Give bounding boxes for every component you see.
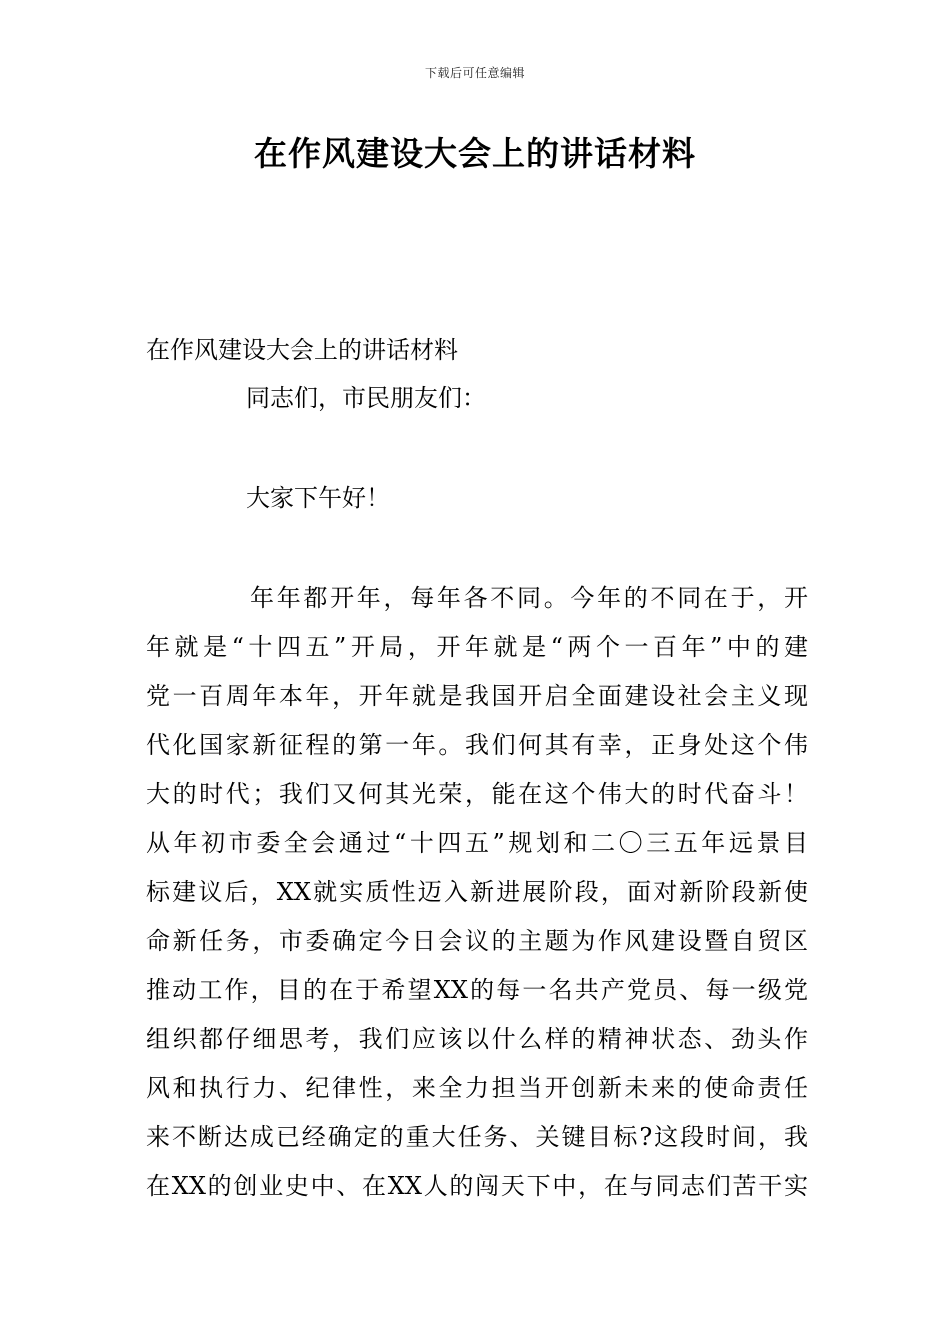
- page-header-note: 下载后可任意编辑: [424, 66, 525, 80]
- paragraph-line: 命新任务，市委确定今日会议的主题为作风建设暨自贸区: [146, 927, 808, 955]
- paragraph-line: 组织都仔细思考，我们应该以什么样的精神状态、劲头作: [146, 1025, 808, 1053]
- paragraph-line: 年年都开年，每年各不同。今年的不同在于，开: [250, 584, 808, 612]
- paragraph-line: 推动工作，目的在于希望XX的每一名共产党员、每一级党: [146, 976, 808, 1004]
- paragraph-line: 从年初市委全会通过“十四五”规划和二〇三五年远景目: [146, 829, 808, 857]
- paragraph-line: 来不断达成已经确定的重大任务、关键目标?这段时间，我: [146, 1123, 808, 1151]
- paragraph-line: 风和执行力、纪律性，来全力担当开创新未来的使命责任: [146, 1074, 808, 1102]
- paragraph-line: 在XX的创业史中、在XX人的闯天下中，在与同志们苦干实: [146, 1172, 808, 1200]
- paragraph-line: 党一百周年本年，开年就是我国开启全面建设社会主义现: [146, 682, 808, 710]
- paragraph-line: 年就是“十四五”开局，开年就是“两个一百年”中的建: [146, 633, 808, 661]
- greeting-line: 同志们，市民朋友们：: [246, 384, 486, 412]
- document-title: 在作风建设大会上的讲话材料: [254, 134, 696, 173]
- paragraph-line: 标建议后，XX就实质性迈入新进展阶段，面对新阶段新使: [146, 878, 808, 906]
- paragraph-line: 大的时代；我们又何其光荣，能在这个伟大的时代奋斗！: [146, 780, 808, 808]
- salutation-line: 大家下午好！: [246, 484, 390, 512]
- paragraph-line: 代化国家新征程的第一年。我们何其有幸，正身处这个伟: [146, 731, 808, 759]
- document-subtitle: 在作风建设大会上的讲话材料: [146, 336, 458, 364]
- body-paragraph: [146, 582, 808, 1219]
